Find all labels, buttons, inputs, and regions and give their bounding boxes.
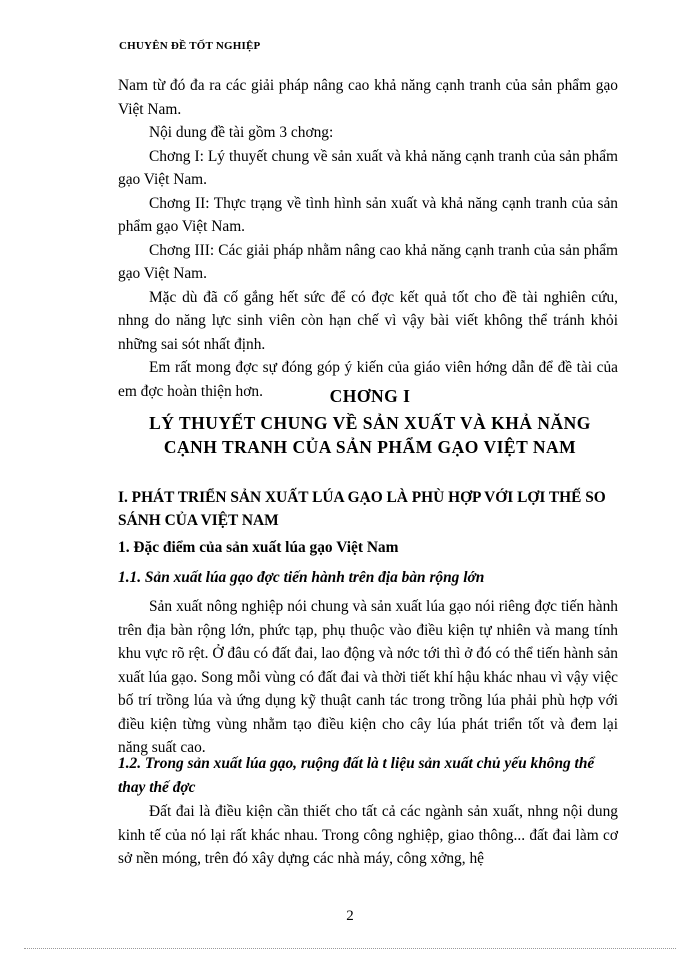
intro-paragraph: Nam từ đó đa ra các giải pháp nâng cao khả năng cạnh tranh của sản phẩm gạo Việt Nam. xyxy=(118,77,618,118)
subsubsection-heading: 1.2. Trong sản xuất lúa gạo, ruộng đất là t liệu sản xuất chủ yếu không thể thay thế đợc xyxy=(118,755,595,796)
page-bottom-divider xyxy=(24,948,676,949)
section-paragraph xyxy=(118,800,618,871)
section-paragraph xyxy=(118,595,618,760)
intro-paragraph: Nội dung đề tài gồm 3 chơng: xyxy=(149,124,334,141)
chapter-number: CHƠNG I xyxy=(329,386,411,406)
section-heading: I. PHÁT TRIỂN SẢN XUẤT LÚA GẠO LÀ PHÙ HỢP VỚI LỢI THẾ SO SÁNH CỦA VIỆT NAM xyxy=(118,489,606,529)
intro-paragraph: Mặc dù đã cố gắng hết sức để có đợc kết quả tốt cho đề tài nghiên cứu, nhng do năng lực sinh viên còn hạn chế vì vậy bài viết không thể tránh khỏi những sai sót nhất định. xyxy=(118,288,618,353)
paragraph-text: Sản xuất nông nghiệp nói chung và sản xuất lúa gạo nói riêng đợc tiến hành trên địa bàn rộng lớn, phức tạp, phụ thuộc vào điều kiện tự nhiên và mang tính khu vực rõ rệt. Ở đâu có đất đai, lao động và nớc tới thì ở đó có thể tiến hành sản xuất lúa gạo. Song mỗi vùng có đất đai và thời tiết khí hậu khác nhau vì vậy việc bố trí trồng lúa và ứng dụng kỹ thuật canh tác trong trồng lúa phải phù hợp với điều kiện từng vùng nhằm tạo điều kiện cho cây lúa phát triển tốt và đem lại năng suất cao. xyxy=(118,598,618,756)
paragraph-text: Đất đai là điều kiện cần thiết cho tất cả các ngành sản xuất, nhng nội dung kinh tế của nó lại rất khác nhau. Trong công nghiệp, giao thông... đất đai làm cơ sở nền móng, trên đó xây dựng các nhà máy, công xởng, hệ xyxy=(118,803,618,867)
chapter-summary-2: Chơng II: Thực trạng về tình hình sản xuất và khả năng cạnh tranh của sản phẩm gạo Việt Nam. xyxy=(118,194,618,235)
chapter-summary-1: Chơng I: Lý thuyết chung về sản xuất và khả năng cạnh tranh của sản phẩm gạo Việt Nam. xyxy=(118,147,618,188)
intro-text xyxy=(118,74,618,403)
running-header: CHUYÊN ĐỀ TỐT NGHIỆP xyxy=(119,40,261,52)
subsection-heading: 1. Đặc điểm của sản xuất lúa gạo Việt Nam xyxy=(118,539,399,556)
chapter-summary-3: Chơng III: Các giải pháp nhằm nâng cao khả năng cạnh tranh của sản phẩm gạo Việt Nam. xyxy=(118,241,618,282)
chapter-title-line-2: CẠNH TRANH CỦA SẢN PHẨM GẠO VIỆT NAM xyxy=(163,437,577,457)
intro-paragraph: Em rất mong đợc sự đóng góp ý kiến của giáo viên hớng dẫn để đề tài của em đợc hoàn thiện hơn. xyxy=(118,359,618,400)
chapter-title-line-1: LÝ THUYẾT CHUNG VỀ SẢN XUẤT VÀ KHẢ NĂNG xyxy=(149,413,591,433)
page-number: 2 xyxy=(346,908,354,924)
subsubsection-heading: 1.1. Sản xuất lúa gạo đợc tiến hành trên địa bàn rộng lớn xyxy=(118,569,485,586)
